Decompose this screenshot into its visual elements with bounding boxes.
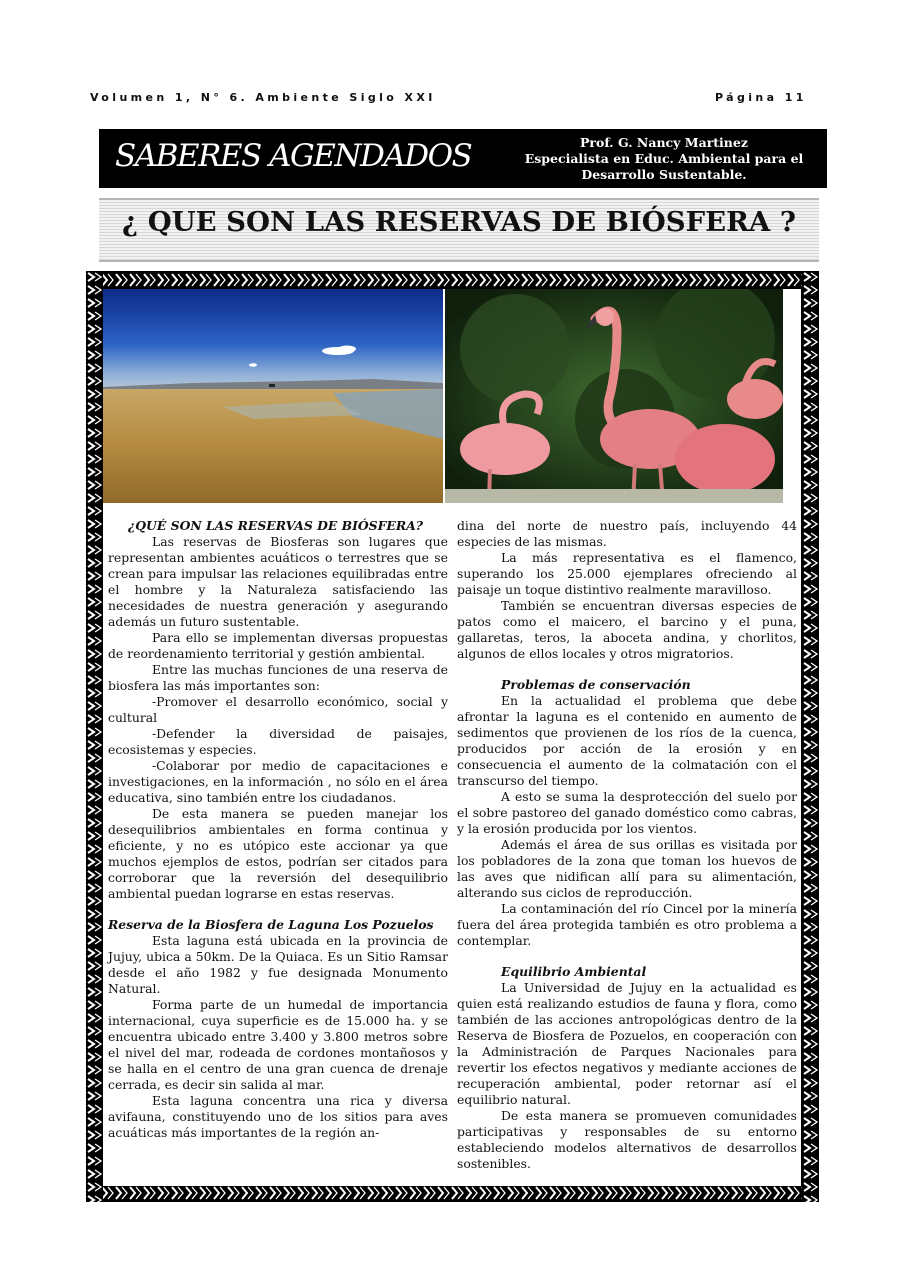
- section-title: SABERES AGENDADOS: [115, 138, 472, 174]
- subheading: Equilibrio Ambiental: [501, 964, 647, 979]
- paragraph: Para ello se implementan diversas propuestas de reordenamiento territorial y gestión ambiental.: [108, 630, 448, 661]
- paragraph: La contaminación del río Cincel por la minería fuera del área protegida también es otro problema a contemplar.: [457, 901, 797, 948]
- flamingos-photo: [445, 289, 783, 503]
- paragraph: Además el área de sus orillas es visitada por los pobladores de la zona que toman los huevos de las aves que nidifican allí para su alimentación, alterando sus ciclos de reproducción.: [457, 837, 797, 900]
- paragraph: Forma parte de un humedal de importancia internacional, cuya superficie es de 15.000 ha. y se encuentra ubicado entre 3.400 y 3.800 metros sobre el nivel del mar, rodeada de cordones montañosos y se halla en el centro de una gran cuenca de drenaje cerrada, es decir sin salida al mar.: [108, 997, 448, 1092]
- paragraph: Esta laguna está ubicada en la provincia de Jujuy, ubica a 50km. De la Quiaca. Es un Sitio Ramsar desde el año 1982 y fue designada Monumento Natural.: [108, 933, 448, 996]
- section-banner: [99, 129, 827, 188]
- zigzag-border-top: [86, 271, 819, 289]
- zigzag-border-right: [802, 271, 819, 1202]
- subheading: Reserva de la Biosfera de Laguna Los Pozuelos: [108, 917, 434, 932]
- article-headline: ¿ QUE SON LAS RESERVAS DE BIÓSFERA ?: [122, 206, 796, 238]
- paragraph: En la actualidad el problema que debe afrontar la laguna es el contenido en aumento de sedimentos que provienen de los ríos de la cuenca, producidos por acción de la erosión y en consecuencia el aumento de la colmatación con el transcurso del tiempo.: [457, 693, 797, 788]
- subheading: ¿QUÉ SON LAS RESERVAS DE BIÓSFERA?: [128, 518, 424, 533]
- paragraph: De esta manera se promueven comunidades participativas y responsables de su entorno estableciendo modelos alternativos de desarrollos sostenibles.: [457, 1108, 797, 1171]
- paragraph: A esto se suma la desprotección del suelo por el sobre pastoreo del ganado doméstico como cabras, y la erosión producida por los vientos.: [457, 789, 797, 836]
- author-name: Prof. G. Nancy Martinez: [580, 135, 748, 150]
- paragraph: -Promover el desarrollo económico, social y cultural: [108, 694, 448, 725]
- author-block: [519, 135, 809, 183]
- author-title-line: Especialista en Educ. Ambiental para el: [524, 151, 804, 166]
- paragraph: De esta manera se pueden manejar los desequilibrios ambientales en forma continua y eficiente, y no es utópico este accionar ya que muchos ejemplos de estos, podrían ser citados para corroborar que la reversión del desequilibrio ambiental puedan lograrse en estas reservas.: [108, 806, 448, 901]
- zigzag-border-left: [86, 271, 103, 1202]
- paragraph: Entre las muchas funciones de una reserva de biosfera las más importantes son:: [108, 662, 448, 693]
- article-column-right: [457, 518, 797, 1172]
- paragraph: Esta laguna concentra una rica y diversa avifauna, constituyendo uno de los sitios para aves acuáticas más importantes de la región an-: [108, 1093, 448, 1140]
- paragraph: -Defender la diversidad de paisajes, ecosistemas y especies.: [108, 726, 448, 757]
- zigzag-border-bottom: [86, 1184, 819, 1202]
- paragraph: La más representativa es el flamenco, superando los 25.000 ejemplares ofreciendo al paisaje un toque distintivo realmente maravilloso.: [457, 550, 797, 597]
- lagoon-landscape-photo: [103, 289, 443, 503]
- author-title-line: Desarrollo Sustentable.: [581, 167, 747, 182]
- paragraph: -Colaborar por medio de capacitaciones e investigaciones, en la información , no sólo en el área educativa, sino también entre los ciudadanos.: [108, 758, 448, 805]
- page-number: Página 11: [715, 91, 807, 104]
- running-head: Volumen 1, N° 6. Ambiente Siglo XXI: [90, 91, 436, 104]
- paragraph: También se encuentran diversas especies de patos como el maicero, el barcino y el puna, gallaretas, teros, la aboceta andina, y chorlitos, algunos de ellos locales y otros migratorios.: [457, 598, 797, 661]
- article-column-left: [108, 518, 448, 1141]
- paragraph: dina del norte de nuestro país, incluyendo 44 especies de las mismas.: [457, 518, 797, 549]
- paragraph: Las reservas de Biosferas son lugares que representan ambientes acuáticos o terrestres que se crean para impulsar las relaciones equilibradas entre el hombre y la Naturaleza satisfaciendo las necesidades de nuestra generación y asegurando además un futuro sustentable.: [108, 534, 448, 629]
- article-headline-band: [99, 198, 819, 262]
- paragraph: La Universidad de Jujuy en la actualidad es quien está realizando estudios de fauna y flora, como también de las acciones antropológicas dentro de la Reserva de Biosfera de Pozuelos, en cooperación con la Administración de Parques Nacionales para revertir los efectos negativos y mediante acciones de recuperación ambiental, poder retornar así el equilibrio natural.: [457, 980, 797, 1107]
- subheading: Problemas de conservación: [501, 677, 691, 692]
